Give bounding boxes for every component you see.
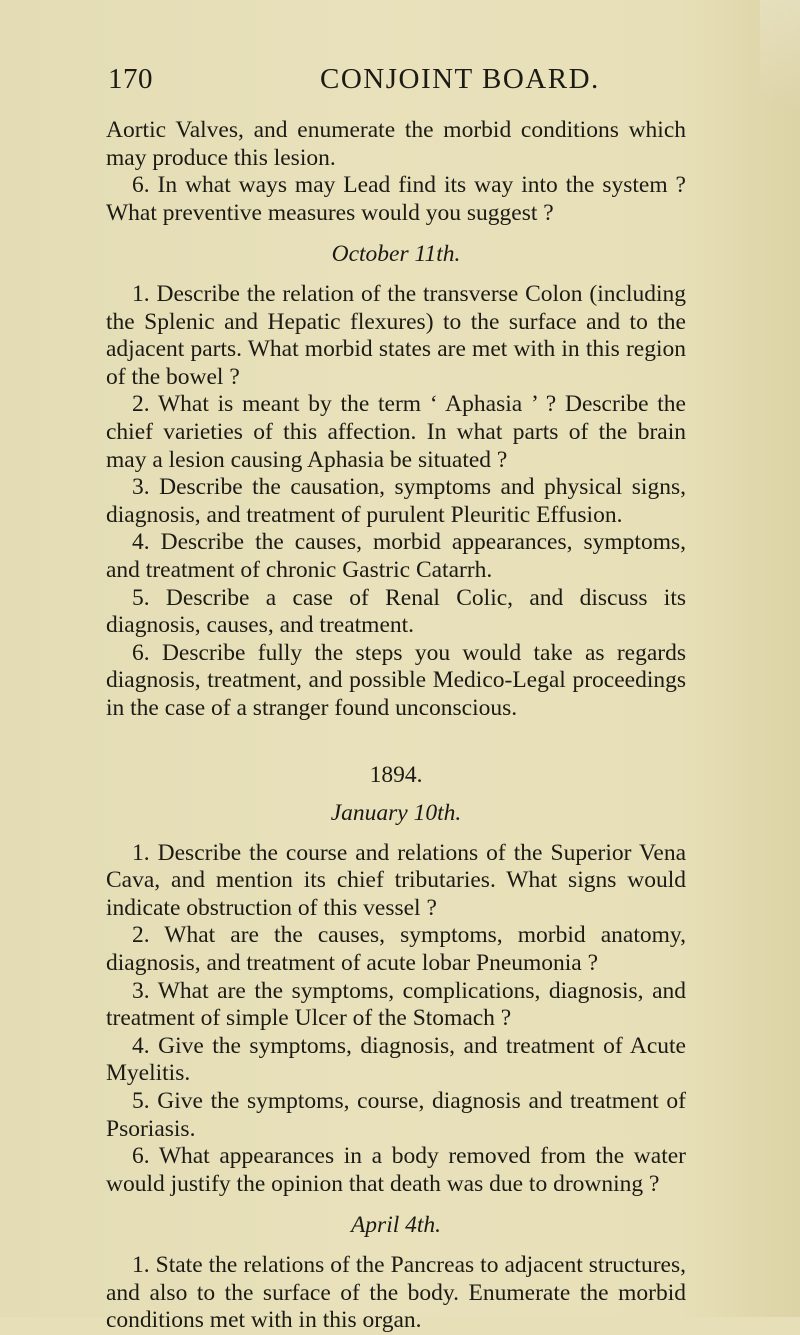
year-heading: 1894. [369,762,423,789]
question-psoriasis: 5. Give the symptoms, course, diagnosis and treatment of Psoriasis. [106,1088,686,1142]
question-colon: 1. Describe the relation of the transverse Colon (including the Splenic and Hepatic flexures) to the surface and to the adjacent parts. What morbid states are met with in this region of the bowel ? [106,280,686,390]
question-pleuritic-effusion: 3. Describe the causation, symptoms and physical signs, diagnosis, and treatment of purulent Pleuritic Effusion. [106,474,686,528]
question-drowning: 6. What appearances in a body removed from the water would justify the opinion that death was due to drowning ? [106,1143,686,1197]
continued-paragraph: Aortic Valves, and enumerate the morbid conditions which may produce this lesion. [106,117,686,171]
page-header [108,63,708,103]
question-myelitis: 4. Give the symptoms, diagnosis, and treatment of Acute Myelitis. [106,1032,686,1087]
question-stranger-unconscious: 6. Describe fully the steps you would take as regards diagnosis, treatment, and possible Medico-Legal proceedings in the case of a stranger found unconscious. [106,639,686,721]
date-heading-october: October 11th. [331,241,461,268]
question-vena-cava: 1. Describe the course and relations of the Superior Vena Cava, and mention its chief tributaries. What signs would indicate obstruction of this vessel ? [106,839,686,921]
question-stomach-ulcer: 3. What are the symptoms, complications, diagnosis, and treatment of simple Ulcer of the Stomach ? [106,977,686,1032]
question-pancreas: 1. State the relations of the Pancreas to adjacent structures, and also to the surface of the body. Enumerate the morbid conditions met with in this organ. [106,1251,686,1334]
question-renal-colic: 5. Describe a case of Renal Colic, and discuss its diagnosis, causes, and treatment. [106,584,686,639]
question-aphasia: 2. What is meant by the term ‘ Aphasia ’ ? Describe the chief varieties of this affection. In what parts of the brain may a lesion causing Aphasia be situated ? [106,391,686,473]
question-pneumonia: 2. What are the causes, symptoms, morbid anatomy, diagnosis, and treatment of acute lobar Pneumonia ? [106,922,686,977]
page-corner-shading [760,0,800,150]
question-gastric-catarrh: 4. Describe the causes, morbid appearances, symptoms, and treatment of chronic Gastric Catarrh. [106,529,686,583]
date-heading-january: January 10th. [330,800,462,827]
page-body [106,117,686,1335]
page-number: 170 [108,63,153,95]
running-head: CONJOINT BOARD. [320,63,600,95]
question-lead: 6. In what ways may Lead find its way into the system ? What preventive measures would you suggest ? [106,172,686,226]
date-heading-april: April 4th. [350,1212,442,1239]
